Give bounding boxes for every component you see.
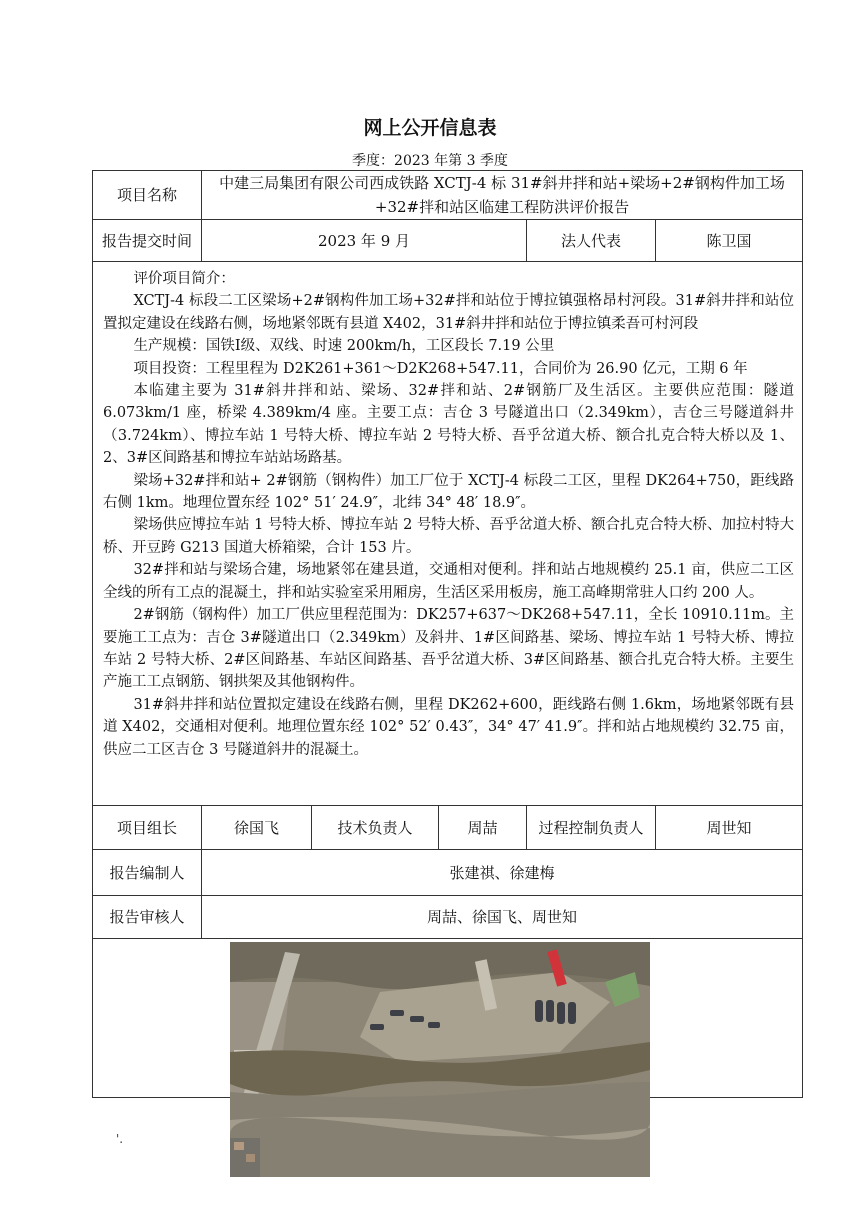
- photo-cell: [93, 939, 803, 1098]
- reviewer-value: 周喆、徐国飞、周世知: [202, 896, 803, 939]
- intro-row: [93, 262, 803, 806]
- reviewer-row: [93, 896, 803, 939]
- leader-label: 项目组长: [93, 806, 202, 850]
- intro-paragraph: 项目投资：工程里程为 D2K261+361～D2K268+547.11，合同价为 26.90 亿元，工期 6 年: [133, 360, 748, 377]
- tech-lead-label: 技术负责人: [312, 806, 439, 850]
- page-title: 网上公开信息表: [363, 117, 497, 139]
- leader-value: 徐国飞: [202, 806, 312, 850]
- stray-mark: '.: [116, 1132, 124, 1146]
- intro-paragraph: 32#拌和站与梁场合建，场地紧邻在建县道，交通相对便利。拌和站占地规模约 25.1 亩，供应二工区全线的所有工点的混凝土，拌和站实验室采用厢房，生活区采用板房，施工高峰期常驻人口约 200 人。: [103, 562, 794, 601]
- submit-time-label: 报告提交时间: [93, 220, 202, 262]
- site-aerial-photo: [230, 942, 650, 1177]
- intro-paragraph: 生产规模：国铁Ⅰ级、双线、时速 200km/h，工区段长 7.19 公里: [133, 338, 555, 355]
- report-time-row: [93, 220, 803, 262]
- intro-paragraph: XCTJ-4 标段二工区梁场+2#钢构件加工场+32#拌和站位于博拉镇强格昂村河段。31#斜井拌和站位置拟定建设在线路右侧，场地紧邻既有县道 X402，31#斜井拌和站位于博拉镇柔吾可村河段: [103, 293, 794, 332]
- compiler-label: 报告编制人: [93, 850, 202, 896]
- compiler-value: 张建祺、徐建梅: [202, 850, 803, 896]
- process-lead-value: 周世知: [656, 806, 803, 850]
- intro-heading: 评价项目简介：: [133, 271, 235, 287]
- legal-rep-label: 法人代表: [527, 220, 656, 262]
- team-row: [93, 806, 803, 850]
- legal-rep-value: 陈卫国: [656, 220, 803, 262]
- submit-time-value: 2023 年 9 月: [202, 220, 527, 262]
- project-name-label: 项目名称: [93, 171, 202, 220]
- reviewer-label: 报告审核人: [93, 896, 202, 939]
- intro-paragraph: 本临建主要为 31#斜井拌和站、梁场、32#拌和站、2#钢筋厂及生活区。主要供应范围：隧道 6.073km/1 座，桥梁 4.389km/4 座。主要工点：吉仓 3 号隧道出口（2.349km），吉仓三号隧道斜井（3.724km）、博拉车站 1 号特大桥、博拉车站 2 号特大桥、吾乎岔道大桥、额合扎克合特大桥以及 1、2、3#区间路基和博拉车站站场路基。: [103, 383, 794, 467]
- project-name-value: 中建三局集团有限公司西成铁路 XCTJ-4 标 31#斜井拌和站+梁场+2#钢构件加工场+32#拌和站区临建工程防洪评价报告: [202, 171, 803, 220]
- intro-paragraph: 梁场+32#拌和站+ 2#钢筋（钢构件）加工厂位于 XCTJ-4 标段二工区，里程 DK264+750，距线路右侧 1km。地理位置东经 102° 51′ 24.9″，北纬 34° 48′ 18.9″。: [103, 472, 794, 512]
- photo-row: [93, 939, 803, 1098]
- compiler-row: [93, 850, 803, 896]
- process-lead-label: 过程控制负责人: [527, 806, 656, 850]
- season-label: 季度：2023 年第 3 季度: [352, 153, 508, 169]
- tech-lead-value: 周喆: [439, 806, 527, 850]
- intro-paragraph: 梁场供应博拉车站 1 号特大桥、博拉车站 2 号特大桥、吾乎岔道大桥、额合扎克合特大桥、加拉村特大桥、开豆跨 G213 国道大桥箱梁，合计 153 片。: [103, 517, 794, 556]
- intro-paragraph: 2#钢筋（钢构件）加工厂供应里程范围为：DK257+637～DK268+547.11，全长 10910.11m。主要施工工点为：吉仓 3#隧道出口（2.349km）及斜井、1#区间路基、梁场、博拉车站 1 号特大桥、博拉车站 2 号特大桥、2#区间路基、车站区间路基、吾乎岔道大桥、3#区间路基、额合扎克合特大桥。主要生产施工工点钢筋、钢拱架及其他钢构件。: [103, 607, 794, 691]
- intro-paragraph: 31#斜井拌和站位置拟定建设在线路右侧，里程 DK262+600，距线路右侧 1.6km，场地紧邻既有县道 X402，交通相对便利。地理位置东经 102° 52′ 0.43″，34° 47′ 41.9″。拌和站占地规模约 32.75 亩，供应二工区吉仓 3 号隧道斜井的混凝土。: [103, 696, 794, 758]
- info-table: [92, 170, 803, 1098]
- intro-cell: [93, 262, 803, 806]
- project-name-row: [93, 171, 803, 220]
